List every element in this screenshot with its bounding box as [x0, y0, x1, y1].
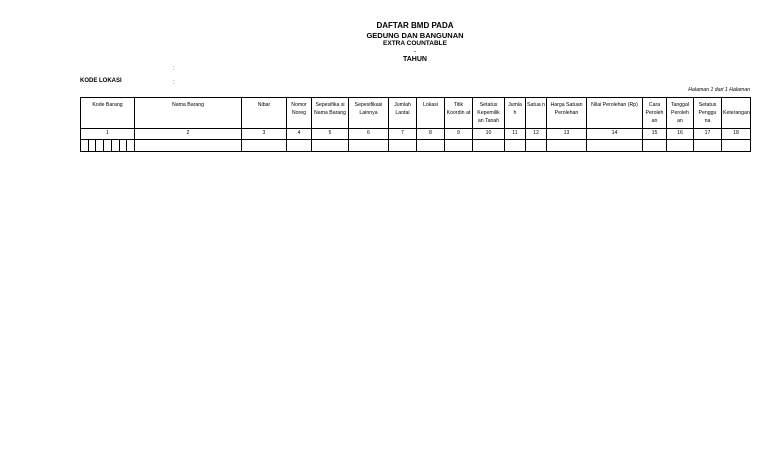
table-cell	[287, 140, 312, 152]
column-number: 6	[349, 129, 389, 140]
table-cell	[643, 140, 667, 152]
kode-lokasi-label: KODE LOKASI	[80, 78, 122, 84]
table-cell	[505, 140, 526, 152]
header-cell: Nibar	[242, 98, 287, 129]
column-number: 15	[643, 129, 667, 140]
column-number: 7	[389, 129, 417, 140]
table-cell	[135, 140, 242, 152]
header-cell: Nilai Perolehan (Rp)	[587, 98, 643, 129]
title-year: TAHUN	[403, 56, 427, 63]
header-cell: Sepesifika si Nama Barang	[312, 98, 349, 129]
header-colon: :	[173, 66, 175, 72]
column-number: 9	[445, 129, 473, 140]
header-cell: Tanggal Peroleh an	[667, 98, 694, 129]
header-cell: Lokasi	[417, 98, 445, 129]
column-number: 10	[473, 129, 505, 140]
header-cell: Harga Satuan Perolehan	[547, 98, 587, 129]
table-cell	[473, 140, 505, 152]
kode-barang-segments	[81, 140, 134, 151]
header-cell: Jumla h	[505, 98, 526, 129]
header-cell: Nama Barang	[135, 98, 242, 129]
table-cell	[389, 140, 417, 152]
title-line-1: DAFTAR BMD PADA	[376, 21, 454, 30]
table-cell	[667, 140, 694, 152]
header-cell: Jumlah Lantai	[389, 98, 417, 129]
table-cell	[722, 140, 751, 152]
column-number: 17	[694, 129, 722, 140]
column-number: 13	[547, 129, 587, 140]
page-count: Halaman 1 dari 1 Halaman	[688, 87, 750, 93]
header-cell: Setatus Penggu na	[694, 98, 722, 129]
column-number: 1	[81, 129, 135, 140]
header-cell: Sepesifikasi Lainnya	[349, 98, 389, 129]
table-number-row	[81, 129, 751, 140]
table-cell	[547, 140, 587, 152]
table-header-row	[81, 98, 751, 129]
header-cell: Nomor Noreg	[287, 98, 312, 129]
title-line-2: GEDUNG DAN BANGUNAN	[366, 31, 464, 40]
table-cell	[349, 140, 389, 152]
header-cell: Kode Barang	[81, 98, 135, 129]
column-number: 8	[417, 129, 445, 140]
header-cell: Cara Peroleh an	[643, 98, 667, 129]
table-cell	[312, 140, 349, 152]
kode-barang-cell	[81, 140, 135, 152]
table-row	[81, 140, 751, 152]
column-number: 18	[722, 129, 751, 140]
kode-lokasi-colon: :	[173, 80, 175, 86]
column-number: 12	[526, 129, 547, 140]
header-cell: Keterangan	[722, 98, 751, 129]
title-line-3: EXTRA COUNTABLE	[383, 40, 447, 47]
header-cell: Satua n	[526, 98, 547, 129]
table-cell	[445, 140, 473, 152]
column-number: 4	[287, 129, 312, 140]
table-cell	[694, 140, 722, 152]
column-number: 14	[587, 129, 643, 140]
asset-table	[80, 97, 751, 152]
header-cell: Titik Koordin at	[445, 98, 473, 129]
document-title	[0, 21, 768, 64]
title-dot: .	[414, 48, 416, 54]
column-number: 5	[312, 129, 349, 140]
header-cell: Setatus Kepemilik an Tanah	[473, 98, 505, 129]
column-number: 2	[135, 129, 242, 140]
column-number: 11	[505, 129, 526, 140]
column-number: 16	[667, 129, 694, 140]
table-cell	[242, 140, 287, 152]
table-cell	[417, 140, 445, 152]
column-number: 3	[242, 129, 287, 140]
table-cell	[526, 140, 547, 152]
table-cell	[587, 140, 643, 152]
